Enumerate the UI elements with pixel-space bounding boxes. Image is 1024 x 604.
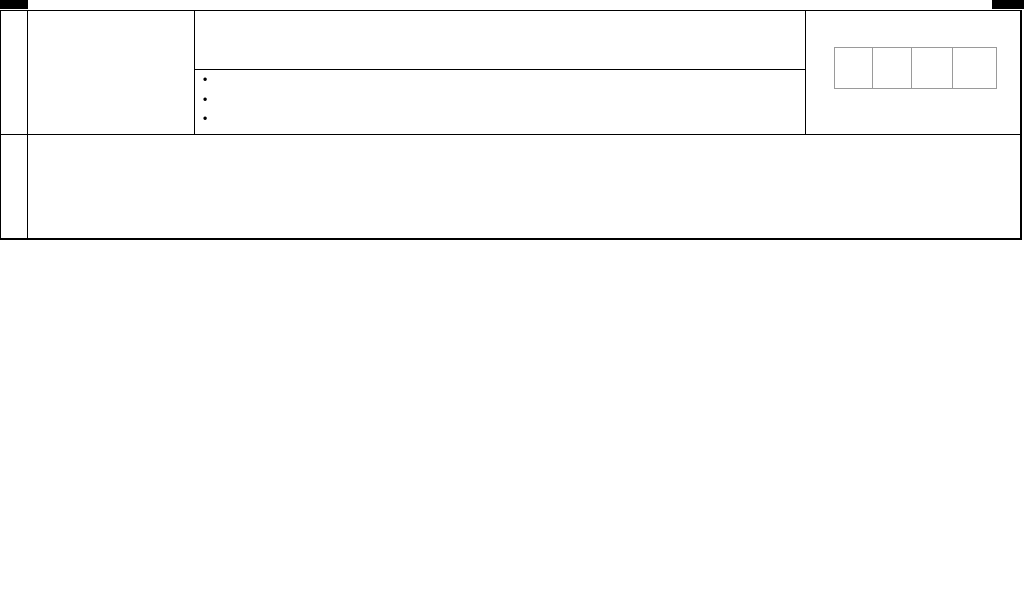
year-digit-box[interactable]: [834, 47, 873, 89]
header-divider-2: [194, 10, 195, 135]
year-digit-box[interactable]: [952, 47, 997, 89]
header-divider-1: [27, 10, 28, 135]
title-divider: [195, 69, 805, 70]
bullet-item: •: [203, 72, 208, 86]
corner-mark-right: [992, 0, 1024, 9]
year-digit-box[interactable]: [911, 47, 953, 89]
identitas-frame: [0, 134, 1022, 240]
year-digit-box[interactable]: [872, 47, 912, 89]
corner-mark-left: [0, 0, 28, 9]
bullet-item: •: [203, 92, 208, 106]
identitas-divider: [27, 134, 28, 239]
bullet-item: •: [203, 111, 208, 125]
header-divider-3: [805, 10, 806, 135]
